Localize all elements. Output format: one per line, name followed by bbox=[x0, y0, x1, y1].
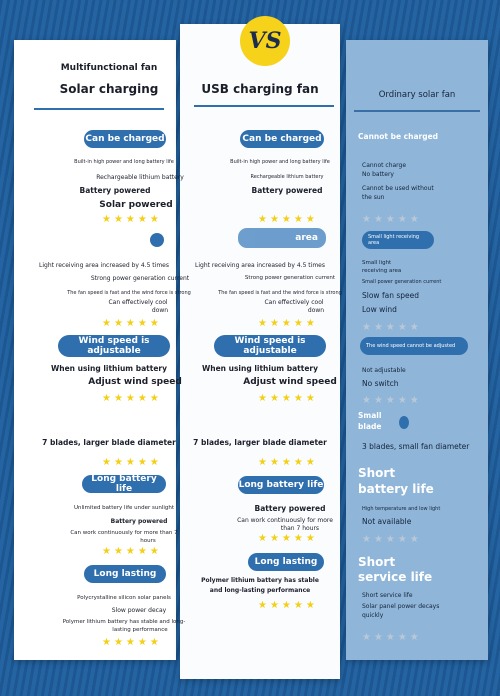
col1-feature-battery-powered: Battery powered bbox=[79, 186, 151, 195]
col2-feature-polymer-a: Polymer lithium battery has stable bbox=[201, 577, 319, 584]
col3-feature-not-available: Not available bbox=[362, 517, 412, 526]
col3-pill-small-area bbox=[362, 231, 434, 249]
col1-title: Solar charging bbox=[59, 82, 159, 96]
col3-stars-3: ★★★★★ bbox=[362, 395, 422, 406]
col1-feature-fan-speed: The fan speed is fast and the wind force is strong bbox=[67, 290, 191, 296]
col1-feature-builtin: Built-in high power and long battery life bbox=[74, 159, 174, 165]
col1-feature-light-area: Light receiving area increased by 4.5 times bbox=[39, 262, 169, 269]
col3-heading-short-battery-a: Short bbox=[358, 466, 396, 480]
col1-feature-work-a: Can work continuously for more than 7 bbox=[70, 530, 178, 536]
col1-brush-mark bbox=[150, 233, 164, 247]
col3-feature-not-adjustable: Not adjustable bbox=[362, 367, 406, 374]
col2-stars-2: ★★★★★ bbox=[258, 318, 318, 329]
col1-feature-unlimited: Unlimited battery life under sunlight bbox=[73, 505, 175, 511]
col3-feature-high-temp: High temperature and low light bbox=[362, 506, 441, 512]
col2-feature-7-blades: 7 blades, larger blade diameter bbox=[193, 438, 327, 447]
col3-pill-small-area-a: Small light receiving bbox=[368, 234, 420, 240]
col1-feature-polymer-a: Polymer lithium battery has stable and long- bbox=[62, 619, 186, 625]
col1-subtitle: Multifunctional fan bbox=[60, 63, 158, 73]
col2-title: USB charging fan bbox=[201, 82, 319, 96]
col2-stars-5: ★★★★★ bbox=[258, 533, 318, 544]
col2-feature-adjust-wind: Adjust wind speed bbox=[243, 377, 337, 387]
col1-feature-lithium: When using lithium battery bbox=[50, 364, 168, 373]
col1-feature-polymer-b: lasting performance bbox=[112, 627, 168, 633]
col1-pill-wind-speed-a: Wind speed is bbox=[78, 336, 150, 346]
col3-feature-low-wind: Low wind bbox=[362, 305, 397, 314]
col3-feature-small-current: Small power generation current bbox=[362, 279, 442, 285]
col1-stars-1: ★★★★★ bbox=[102, 214, 162, 225]
col1-title-underline bbox=[34, 108, 164, 110]
col2-feature-work-b: than 7 hours bbox=[280, 525, 320, 532]
col3-pill-small-area-b: area bbox=[368, 240, 380, 246]
col2-stars-3: ★★★★★ bbox=[258, 393, 318, 404]
col2-feature-light-area: Light receiving area increased by 4.5 times bbox=[195, 262, 325, 269]
vs-badge bbox=[240, 16, 290, 66]
col3-feature-decays-a: Solar panel power decays bbox=[362, 603, 440, 610]
col3-stars-5: ★★★★★ bbox=[362, 632, 422, 643]
col3-title: Ordinary solar fan bbox=[378, 90, 456, 100]
col3-feature-decays-b: quickly bbox=[362, 612, 384, 619]
col2-pill-area-label: area bbox=[295, 233, 318, 243]
col3-title-underline bbox=[354, 110, 480, 112]
col1-pill-long-battery: Long battery life bbox=[82, 475, 166, 493]
col2-stars-4: ★★★★★ bbox=[258, 457, 318, 468]
col1-pill-long-lasting: Long lasting bbox=[84, 565, 166, 583]
col2-feature-cool-a: Can effectively cool bbox=[264, 299, 324, 306]
col1-feature-adjust-wind: Adjust wind speed bbox=[88, 377, 182, 387]
col1-feature-battery-powered-2: Battery powered bbox=[110, 518, 168, 525]
col2-feature-cool-b: down bbox=[307, 307, 325, 314]
col1-feature-slow-decay: Slow power decay bbox=[111, 607, 167, 614]
vs-label: VS bbox=[248, 28, 282, 54]
col2-feature-lithium: When using lithium battery bbox=[201, 364, 319, 373]
col3-heading-short-service-a: Short bbox=[358, 555, 396, 569]
col1-stars-4: ★★★★★ bbox=[102, 457, 162, 468]
col2-pill-wind-speed-b: adjustable bbox=[243, 346, 297, 356]
col3-feature-cannot-charge: Cannot charge bbox=[362, 162, 407, 169]
col1-feature-rechargeable: Rechargeable lithium battery bbox=[96, 174, 184, 181]
col3-pill-wind-not-adjustable: The wind speed cannot be adjusted bbox=[360, 337, 468, 355]
col1-stars-3: ★★★★★ bbox=[102, 393, 162, 404]
col2-feature-strong-current: Strong power generation current bbox=[244, 275, 336, 281]
col2-feature-polymer-b: and long-lasting performance bbox=[209, 587, 311, 594]
col2-feature-fan-speed: The fan speed is fast and the wind force is strong bbox=[218, 290, 342, 296]
col2-feature-battery-powered: Battery powered bbox=[251, 186, 323, 195]
col1-stars-2: ★★★★★ bbox=[102, 318, 162, 329]
col1-stars-6: ★★★★★ bbox=[102, 637, 162, 648]
col1-feature-work-b: hours bbox=[140, 538, 156, 544]
col2-stars-1: ★★★★★ bbox=[258, 214, 318, 225]
col1-pill-wind-speed-b: adjustable bbox=[87, 346, 141, 356]
col2-feature-battery-powered-2: Battery powered bbox=[254, 504, 326, 513]
col3-feature-small-light-a: Small light bbox=[362, 260, 392, 266]
col3-heading-short-service-b: service life bbox=[358, 570, 433, 584]
col3-feature-no-switch: No switch bbox=[362, 379, 399, 388]
col2-feature-work-a: Can work continuously for more bbox=[237, 517, 333, 524]
col3-stars-2: ★★★★★ bbox=[362, 322, 422, 333]
col2-pill-long-battery: Long battery life bbox=[238, 476, 324, 494]
col3-feature-3-blades: 3 blades, small fan diameter bbox=[362, 442, 470, 451]
col2-pill-can-be-charged: Can be charged bbox=[240, 130, 324, 148]
col3-stars-4: ★★★★★ bbox=[362, 534, 422, 545]
col2-pill-area-blurred bbox=[238, 228, 326, 248]
col3-feature-no-battery: No battery bbox=[362, 171, 394, 178]
col2-stars-6: ★★★★★ bbox=[258, 600, 318, 611]
col3-heading-short-battery-b: battery life bbox=[358, 482, 434, 496]
col3-brush-mark bbox=[399, 416, 409, 429]
col1-feature-strong-current: Strong power generation current bbox=[90, 275, 190, 282]
col2-title-underline bbox=[194, 105, 334, 107]
col3-feature-small-light-b: receiving area bbox=[362, 268, 402, 274]
col1-feature-solar-powered: Solar powered bbox=[99, 200, 173, 210]
col3-feature-slow-fan: Slow fan speed bbox=[362, 291, 419, 300]
col3-heading-small-b: blade bbox=[358, 422, 382, 431]
col2-pill-wind-speed bbox=[214, 335, 326, 357]
col1-stars-5: ★★★★★ bbox=[102, 546, 162, 557]
col1-pill-can-be-charged: Can be charged bbox=[84, 130, 166, 148]
col1-feature-polycrystalline: Polycrystalline silicon solar panels bbox=[77, 595, 171, 601]
col1-pill-wind-speed bbox=[58, 335, 170, 357]
col2-feature-rechargeable: Rechargeable lithium battery bbox=[250, 174, 324, 180]
col3-stars-1: ★★★★★ bbox=[362, 214, 422, 225]
col3-feature-no-sun-a: Cannot be used without bbox=[362, 185, 434, 192]
col2-feature-builtin: Built-in high power and long battery life bbox=[230, 159, 330, 165]
col3-heading-small-a: Small bbox=[358, 411, 382, 420]
col2-pill-wind-speed-a: Wind speed is bbox=[234, 336, 306, 346]
col1-feature-cool-b: down bbox=[151, 307, 169, 314]
col3-feature-short-service: Short service life bbox=[362, 592, 413, 599]
col3-heading-cannot-charge: Cannot be charged bbox=[358, 132, 439, 141]
col3-feature-no-sun-b: the sun bbox=[362, 194, 385, 201]
col1-feature-cool-a: Can effectively cool bbox=[108, 299, 168, 306]
col1-feature-7-blades: 7 blades, larger blade diameter bbox=[42, 438, 176, 447]
col2-pill-long-lasting: Long lasting bbox=[248, 553, 324, 571]
